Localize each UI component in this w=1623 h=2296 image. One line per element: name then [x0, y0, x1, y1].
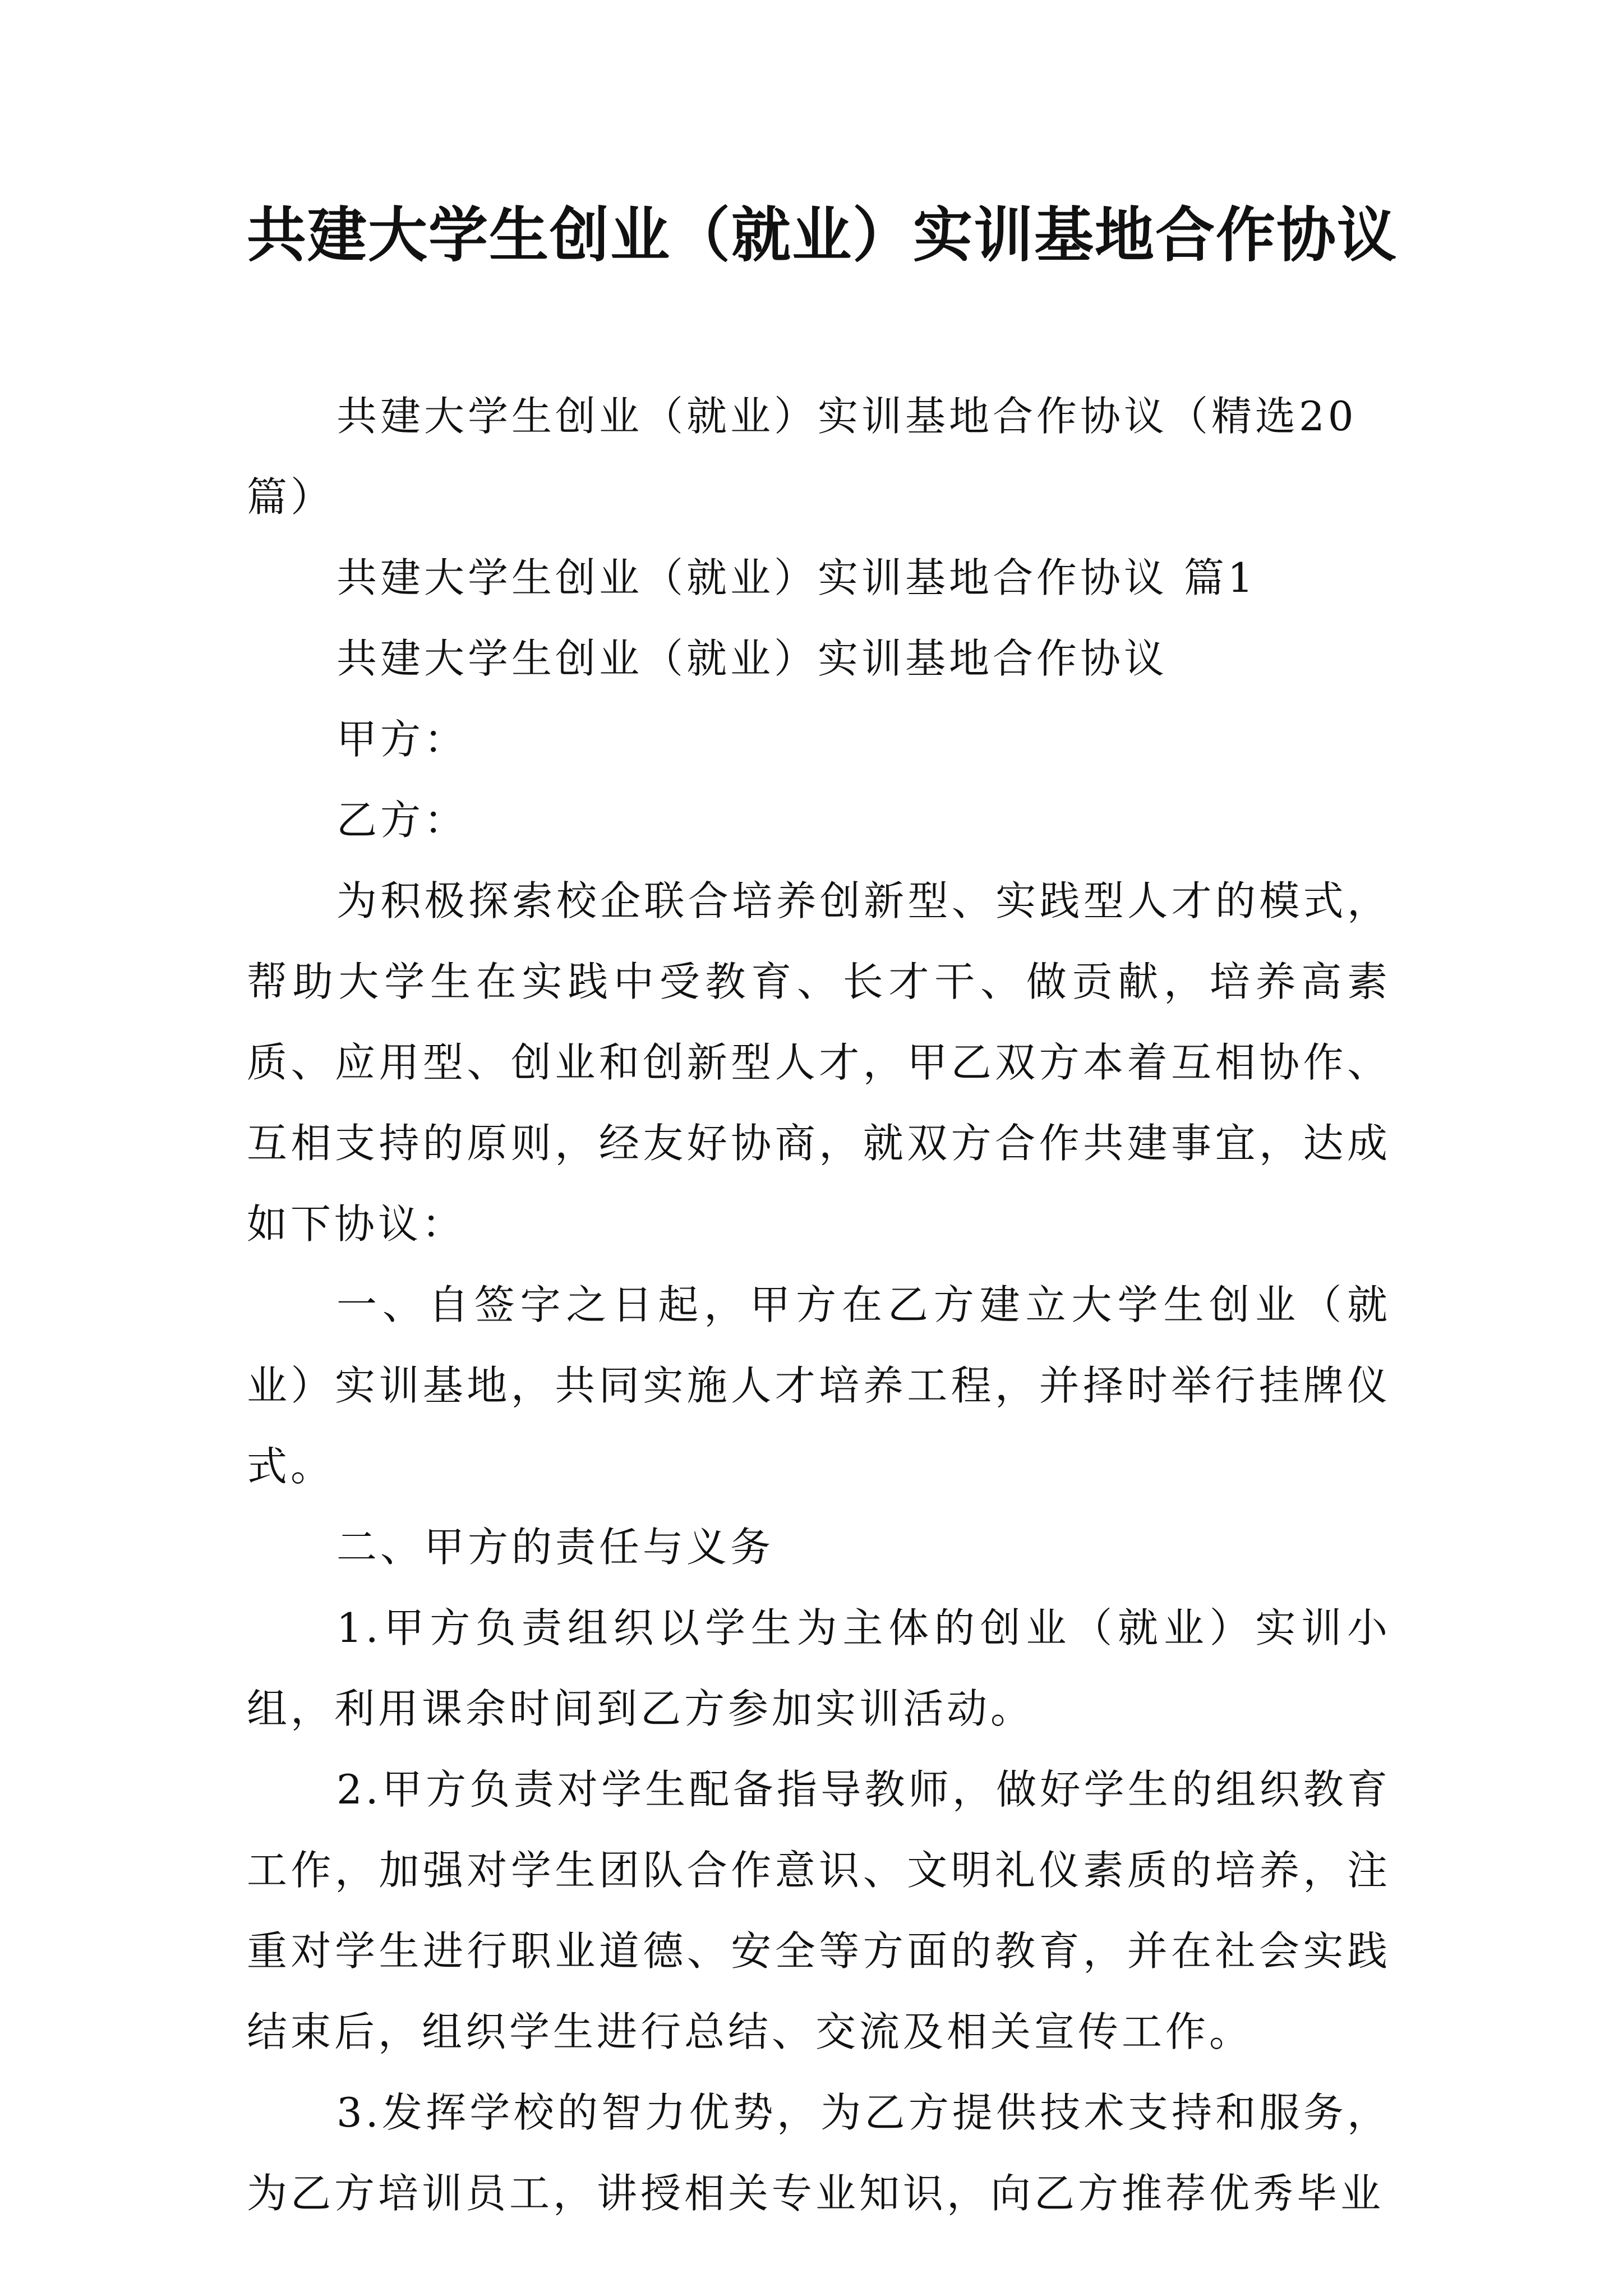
paragraph-clause-1: 一、自签字之日起，甲方在乙方建立大学生创业（就业）实训基地，共同实施人才培养工程，并择时举行挂牌仪式。	[247, 1281, 1391, 1490]
paragraph-agreement-name: 共建大学生创业（就业）实训基地合作协议	[336, 635, 1168, 682]
paragraph-subtitle: 共建大学生创业（就业）实训基地合作协议（精选20篇）	[247, 393, 1357, 521]
paragraph-item-2: 2.甲方负责对学生配备指导教师，做好学生的组织教育工作，加强对学生团队合作意识、文明礼仪素质的培养，注重对学生进行职业道德、安全等方面的教育，并在社会实践结束后，组织学生进行总结、交流及相关宣传工作。	[247, 1766, 1391, 2055]
paragraph-item-1: 1.甲方负责组织以学生为主体的创业（就业）实训小组，利用课余时间到乙方参加实训活动。	[247, 1604, 1391, 1732]
paragraph-section-heading: 共建大学生创业（就业）实训基地合作协议 篇1	[336, 554, 1257, 601]
document-title: 共建大学生创业（就业）实训基地合作协议	[247, 201, 1398, 270]
document-body	[247, 376, 1391, 2234]
paragraph-preamble: 为积极探索校企联合培养创新型、实践型人才的模式，帮助大学生在实践中受教育、长才干、做贡献，培养高素质、应用型、创业和创新型人才，甲乙双方本着互相协作、互相支持的原则，经友好协商，就双方合作共建事宜，达成如下协议：	[247, 877, 1391, 1248]
paragraph-party-a: 甲方：	[336, 716, 468, 763]
paragraph-clause-2-heading: 二、甲方的责任与义务	[336, 1524, 774, 1571]
paragraph-party-b: 乙方：	[336, 797, 468, 844]
paragraph-item-3: 3.发挥学校的智力优势，为乙方提供技术支持和服务，为乙方培训员工，讲授相关专业知识，向乙方推荐优秀毕业	[247, 2089, 1391, 2217]
